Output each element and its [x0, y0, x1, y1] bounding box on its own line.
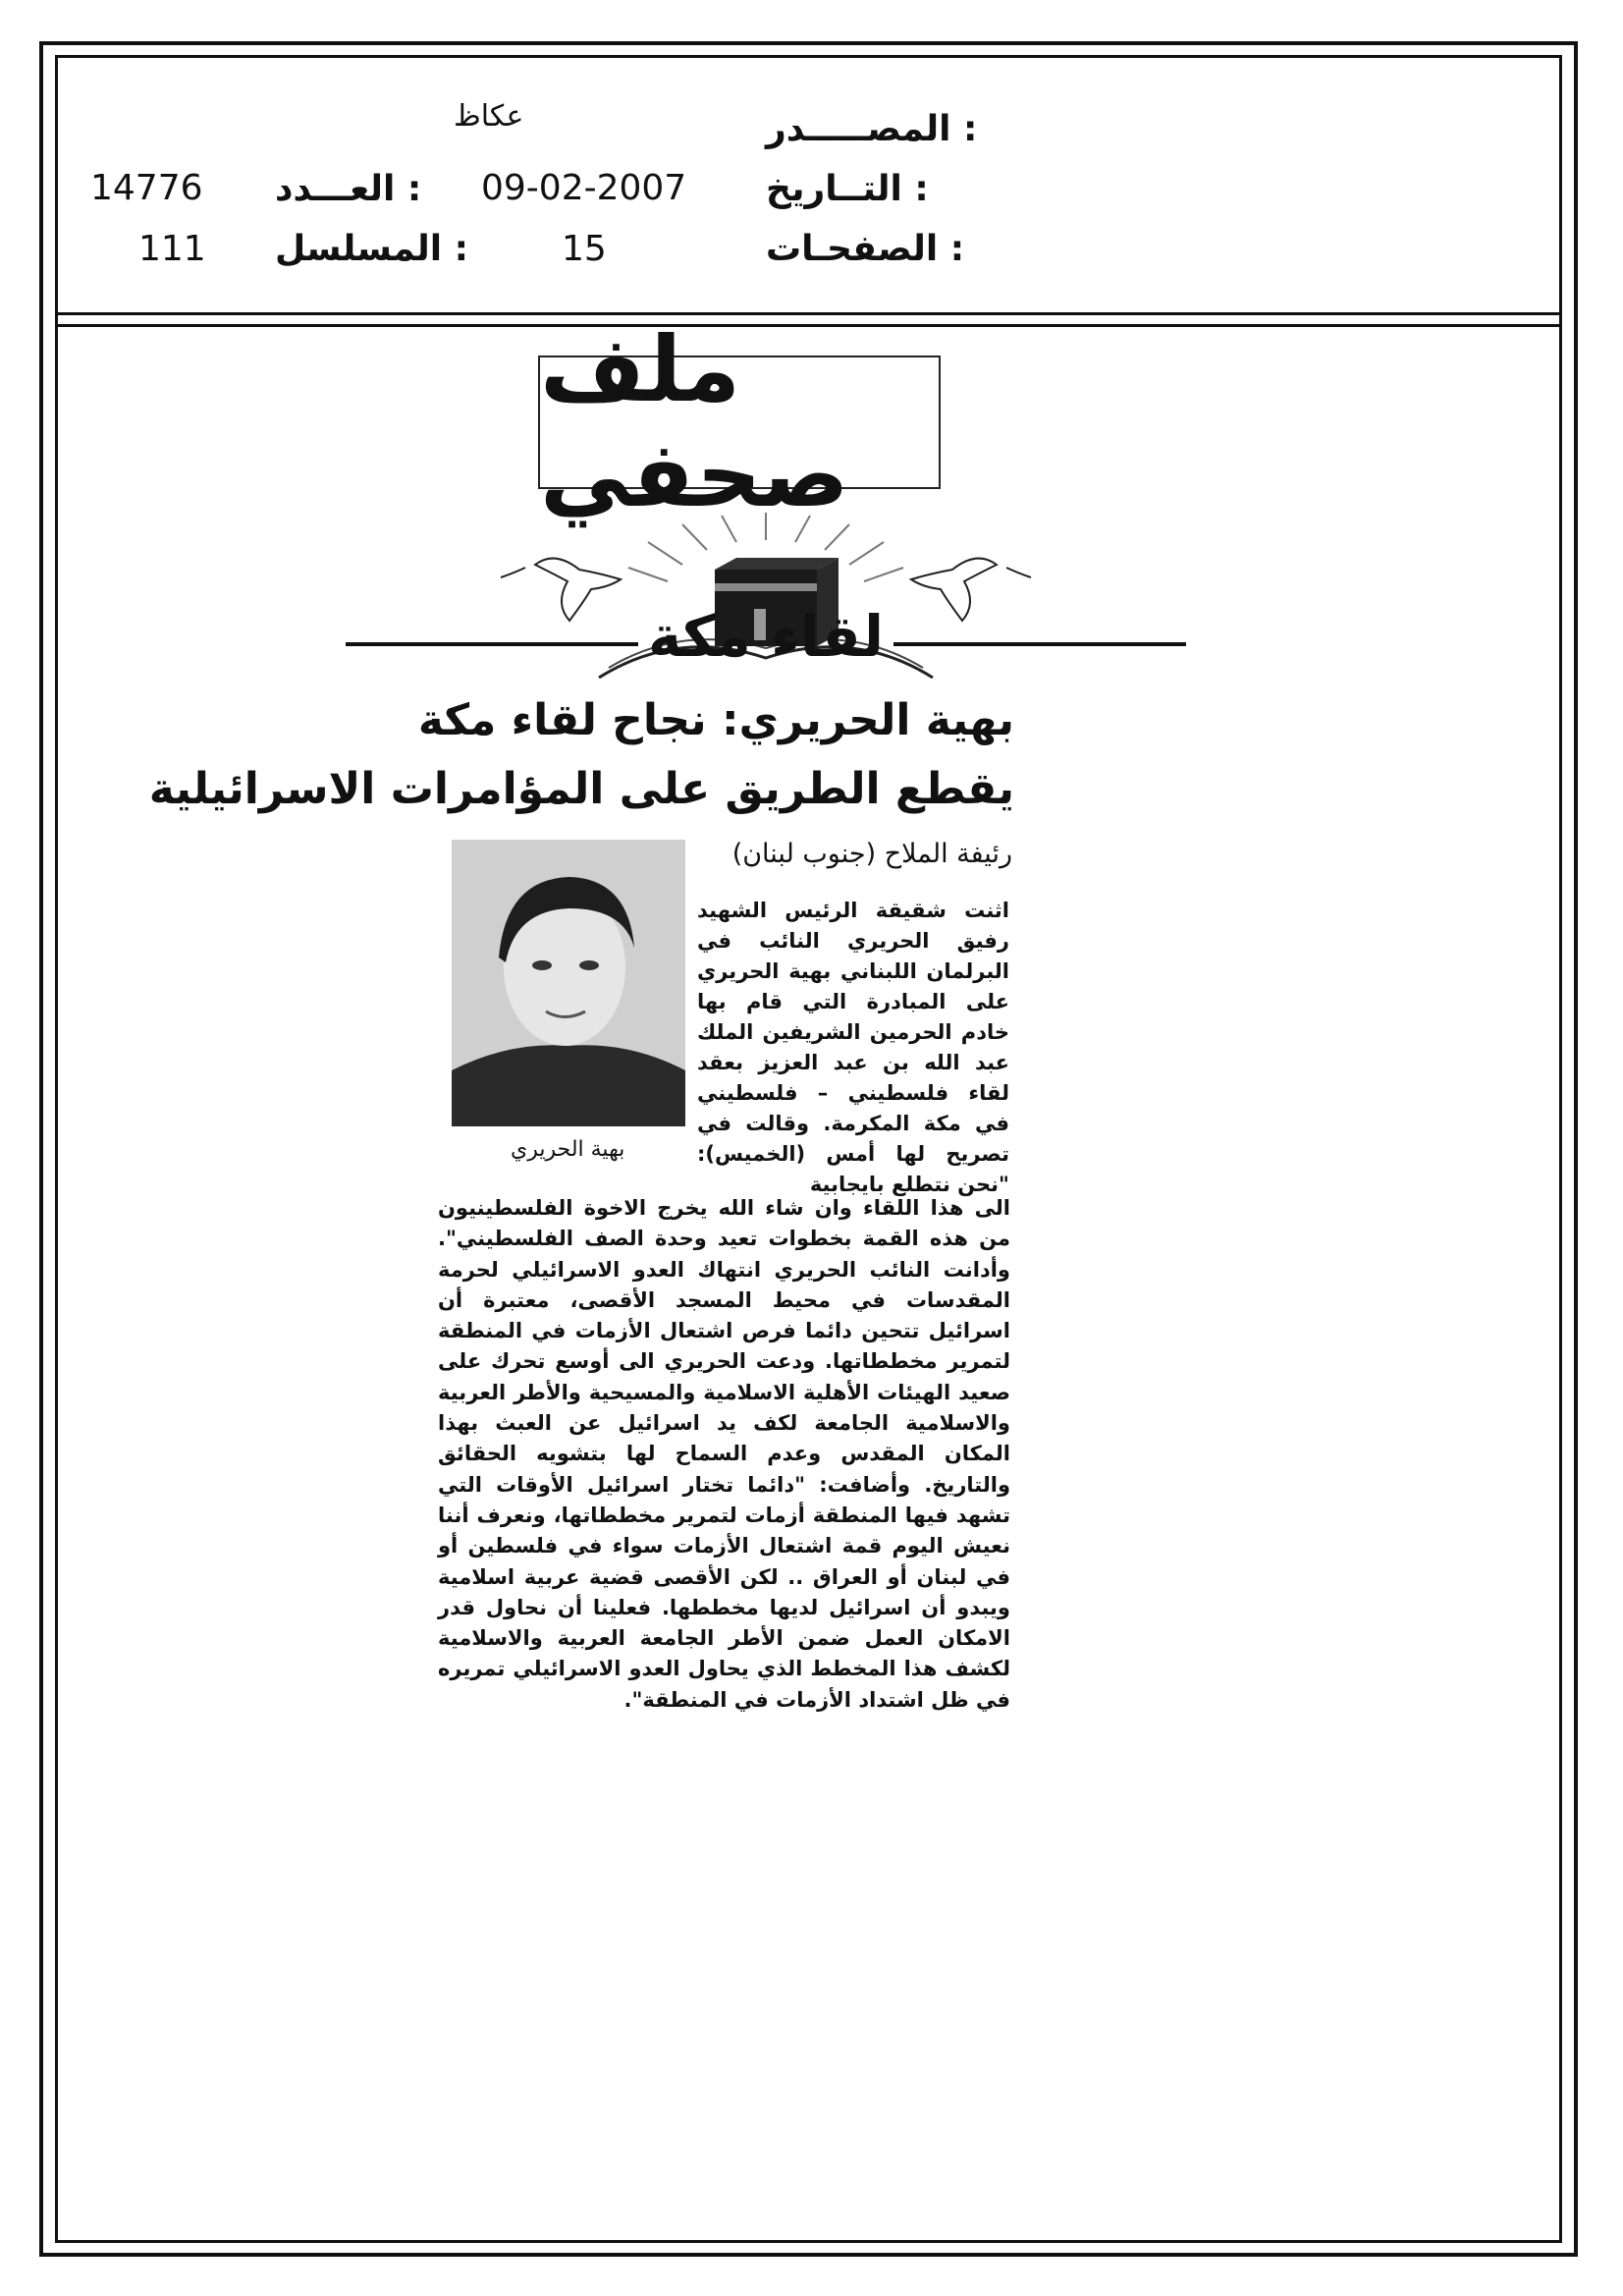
- source-label: المصـــــدر :: [766, 109, 978, 149]
- headline-line2: يقطع الطريق على المؤامرات الاسرائيلية: [148, 764, 1014, 814]
- header-divider-top: [55, 312, 1562, 315]
- date-value: 09-02-2007: [481, 168, 687, 208]
- body-paragraph-full: الى هذا اللقاء وان شاء الله يخرج الاخوة الفلسطينيون من هذه القمة بخطوات تعيد وحدة الصف الفلسطيني". وأدانت النائب الحريري انتهاك العدو الاسرائيلي لحرمة المقدسات في محيط المسجد الأقصى، معتبرة أن اسرائيل تتحين دائما فرص اشتعال الأزمات في المنطقة لتمرير مخططاتها. ودعت الحريري الى أوسع تحرك على صعيد الهيئات الأهلية الاسلامية والمسيحية والأطر العربية والاسلامية الجامعة لكف يد اسرائيل عن العبث بهذا المكان المقدس وعدم السماح لها بتشويه الحقائق والتاريخ. وأضافت: "دائما تختار اسرائيل الأوقات التي تشهد فيها المنطقة أزمات لتمرير مخططاتها، ونعرف أننا نعيش اليوم قمة اشتعال الأزمات سواء في فلسطين أو في لبنان أو العراق .. لكن الأقصى قضية عربية اسلامية ويبدو أن اسرائيل لديها مخططها. فعلينا أن نحاول قدر الامكان العمل ضمن الأطر الجامعة العربية والاسلامية لكشف هذا المخطط الذي يحاول العدو الاسرائيلي تمريره في ظل اشتداد الأزمات في المنطقة".: [438, 1196, 1010, 1712]
- dove-left-icon: [535, 559, 621, 621]
- issue-label: العـــدد :: [275, 169, 422, 209]
- press-file-title: ملف صحفي: [538, 355, 941, 489]
- date-label: التــاريخ :: [766, 169, 929, 209]
- body-paragraph-top: اثنت شقيقة الرئيس الشهيد رفيق الحريري النائب في البرلمان اللبناني بهية الحريري على المبادرة التي قام بها خادم الحرمين الشريفين الملك عبد الله بن عبد العزيز بعقد لقاء فلسطيني – فلسطيني في مكة المكرمة. وقالت في تصريح لها أمس (الخميس): "نحن نتطلع بايجابية: [697, 899, 1009, 1196]
- headline-line1: بهية الحريري: نجاح لقاء مكة: [417, 695, 1014, 745]
- source-value: عكاظ: [454, 99, 524, 134]
- pages-label: الصفحـات :: [766, 229, 965, 269]
- mecca-meeting-banner: [344, 511, 1188, 683]
- article-body-full: [438, 1193, 1010, 1716]
- photo-caption: بهية الحريري: [511, 1137, 625, 1162]
- dove-right-icon: [911, 559, 997, 621]
- article-body-top: [697, 896, 1009, 1200]
- byline: رئيفة الملاح (جنوب لبنان): [731, 839, 1012, 869]
- serial-value: 111: [138, 229, 206, 269]
- banner-text: لقاء مكة: [648, 603, 884, 670]
- serial-label: المسلسل :: [275, 229, 469, 269]
- pages-value: 15: [562, 229, 607, 269]
- issue-value: 14776: [90, 168, 203, 208]
- portrait-photo: [452, 840, 685, 1126]
